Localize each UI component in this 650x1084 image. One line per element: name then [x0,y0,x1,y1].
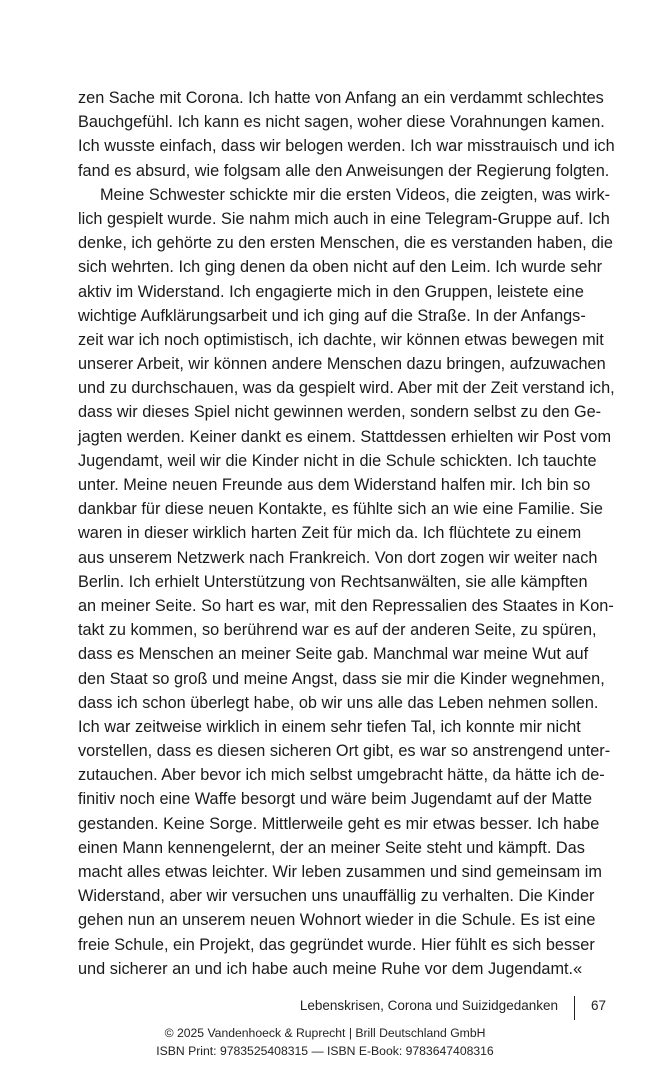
publisher-info [0,1024,650,1060]
running-title: Lebenskrisen, Corona und Suizidgedanken [299,998,558,1013]
text-line: vorstellen, dass es diesen sicheren Ort gibt, es war so anstrengend unter- [78,742,611,761]
text-line: Ich wusste einfach, dass wir belogen werden. Ich war misstrauisch und ich [78,137,615,156]
text-line: jagten werden. Keiner dankt es einem. Stattdessen erhielten wir Post vom [78,427,612,446]
text-line: unserer Arbeit, wir können andere Menschen dazu bringen, aufzuwachen [78,355,606,374]
isbn-line: ISBN Print: 9783525408315 — ISBN E-Book: 9783647408316 [156,1044,494,1058]
text-line: waren in dieser wirklich harten Zeit für mich da. Ich flüchtete zu einem [78,524,582,543]
body-text [78,86,615,981]
text-line: an meiner Seite. So hart es war, mit den Repressalien des Staates in Kon- [78,596,614,615]
text-line: finitiv noch eine Waffe besorgt und wäre beim Jugendamt auf der Matte [78,790,593,809]
text-line: Berlin. Ich erhielt Unterstützung von Rechtsanwälten, sie alle kämpften [78,572,588,591]
text-line: dass ich schon überlegt habe, ob wir uns alle das Leben nehmen sollen. [78,693,599,712]
text-line: dankbar für diese neuen Kontakte, es fühlte sich an wie eine Familie. Sie [78,500,603,519]
text-line: Widerstand, aber wir versuchen uns unauffällig zu verhalten. Die Kinder [78,887,595,906]
text-line: unter. Meine neuen Freunde aus dem Widerstand halfen mir. Ich bin so [78,476,591,494]
text-line: Ich war zeitweise wirklich in einem sehr tiefen Tal, ich konnte mir nicht [78,717,581,736]
text-line: zutauchen. Aber bevor ich mich selbst umgebracht hätte, da hätte ich de- [78,766,605,785]
text-line: dass es Menschen an meiner Seite gab. Manchmal war meine Wut auf [78,645,589,664]
text-line: und zu durchschauen, was da gespielt wird. Aber mit der Zeit verstand ich, [78,379,615,398]
text-line: Bauchgefühl. Ich kann es nicht sagen, woher diese Vorahnungen kamen. [78,113,605,132]
text-line: lich gespielt wurde. Sie nahm mich auch in eine Telegram-Gruppe auf. Ich [78,209,610,228]
text-line: denke, ich gehörte zu den ersten Menschen, die es verstanden haben, die [78,234,613,253]
text-line: Jugendamt, weil wir die Kinder nicht in die Schule schickten. Ich tauchte [78,451,597,470]
text-line: wichtige Aufklärungsarbeit und ich ging auf die Straße. In der Anfangs- [78,306,586,325]
text-line: aus unserem Netzwerk nach Frankreich. Von dort zogen wir weiter nach [78,548,598,567]
copyright-line: © 2025 Vandenhoeck & Ruprecht | Brill Deutschland GmbH [164,1026,486,1040]
text-line: freie Schule, ein Projekt, das gegründet wurde. Hier fühlt es sich besser [78,935,595,954]
text-line: takt zu kommen, so berührend war es auf der anderen Seite, zu spüren, [78,621,597,640]
running-footer [0,996,650,1020]
footer-divider [574,996,575,1020]
text-line: zeit war ich noch optimistisch, ich dachte, wir können etwas bewegen mit [78,330,604,349]
text-line: dass wir dieses Spiel nicht gewinnen werden, sondern selbst zu den Ge- [78,403,602,422]
text-line: sich wehrten. Ich ging denen da oben nicht auf den Leim. Ich wurde sehr [78,258,603,277]
paragraph-first-line: Meine Schwester schickte mir die ersten Videos, die zeigten, was wirk- [100,185,611,204]
text-line: macht alles etwas leichter. Wir leben zusammen und sind gemeinsam im [78,863,602,881]
text-line: fand es absurd, wie folgsam alle den Anweisungen der Regierung folgten. [78,161,610,180]
page-number: 67 [591,998,607,1013]
text-line: und sicherer an und ich habe auch meine Ruhe vor dem Jugendamt.« [78,959,583,978]
text-line: zen Sache mit Corona. Ich hatte von Anfang an ein verdammt schlechtes [78,89,604,107]
text-line: gehen nun an unserem neuen Wohnort wieder in die Schule. Es ist eine [78,911,596,930]
text-line: einen Mann kennengelernt, der an meiner Seite steht und kämpft. Das [78,838,585,857]
text-line: den Staat so groß und meine Angst, dass sie mir die Kinder wegnehmen, [78,669,605,688]
text-line: aktiv im Widerstand. Ich engagierte mich in den Gruppen, leistete eine [78,282,584,301]
text-line: gestanden. Keine Sorge. Mittlerweile geht es mir etwas besser. Ich habe [78,814,600,833]
